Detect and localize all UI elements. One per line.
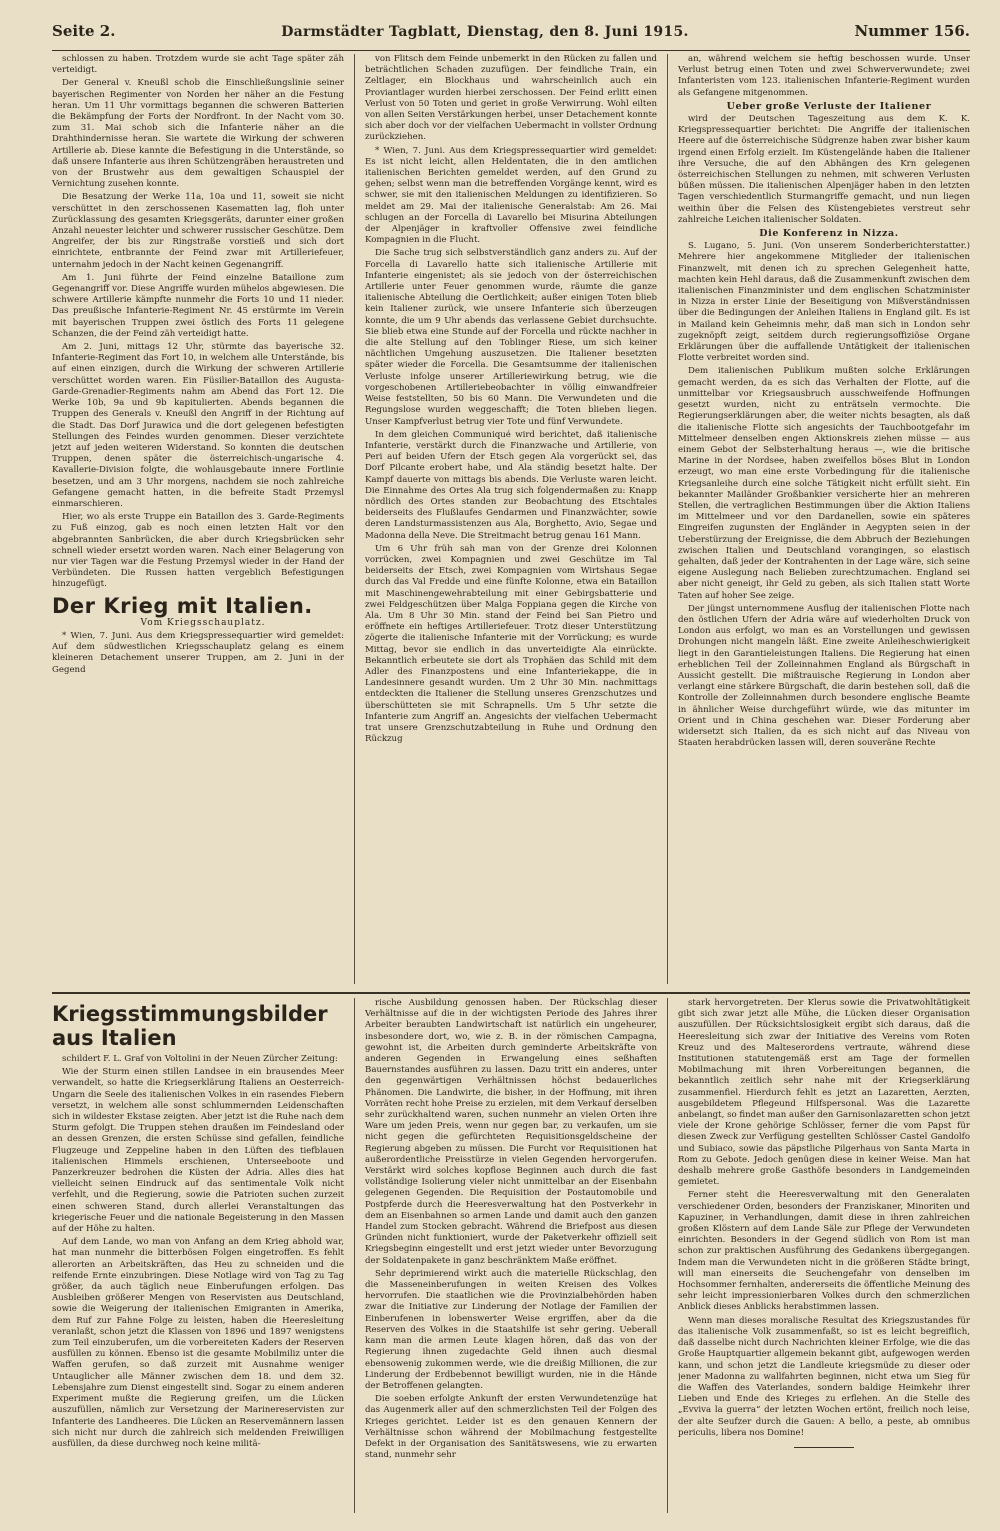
paragraph: In dem gleichen Communiqué wird berichtet, daß italienische Infanterie, verstärkt durch die Finanzwache und Artillerie, von Peri auf beiden Ufern der Etsch gegen Ala vorgerückt sei, das Dorf Pilcante erobert habe, und Ala ständig besetzt halte. Der Kampf dauerte von mittags bis abends. Die Verluste waren leicht. Die Einnahme des Ortes Ala trug sich folgendermaßen zu: Knapp nördlich des Ortes standen zur Beobachtung des Etschtales beiderseits des Flußlaufes Gendarmen und Finanzwächter, sowie deren Landsturmassistenzen aus Ala, Borghetto, Avio, Segae und Madonna della Neve. Die Streitmacht betrug genau 161 Mann.	[365, 429, 657, 541]
paragraph: Der jüngst unternommene Ausflug der italienischen Flotte nach den östlichen Ufern der Adria wäre auf wiederholten Druck von London aus erfolgt, wo man es an Vorstellungen und gewissen Drohungen nicht mangeln läßt. Eine zweite Anleiheschwierigkeit liegt in den Garantieleistungen Italiens. Die Regierung hat einen erheblichen Teil der Zolleinnahmen England als Bürgschaft in Aussicht gestellt. Die mißtrauische Regierung in London aber verlangt eine stärkere Bürgschaft, die darin bestehen soll, daß die Kontrolle der Zolleinnahmen durch besondere englische Beamte in ähnlicher Weise durchgeführt würde, wie das mitunter im Orient und in China geschehen war. Dieser Forderung aber widersetzt sich Italien, da es sich nicht auf das Niveau von Staaten herabdrücken lassen will, deren souveräne Rechte	[678, 603, 970, 749]
paragraph: S. Lugano, 5. Juni. (Von unserem Sonderberichterstatter.) Mehrere hier angekommene Mitglieder der italienischen Finanzwelt, mit denen ich zu sprechen Gelegenheit hatte, machten kein Hehl daraus, daß die Zusammenkunft zwischen dem italienischen Finanzminister und dem englischen Schatzminister in Nizza in erster Linie der Beseitigung von Mißverständnissen über die Bedingungen der Anleihen Italiens in England gilt. Es ist in Mailand kein Geheimnis mehr, daß man sich in London sehr zugeknöpft zeigt, seitdem durch regierungsoffiziöse Organe Erklärungen über die auffallende Untätigkeit der italienischen Flotte verbreitet worden sind.	[678, 241, 970, 364]
paragraph: Die Besatzung der Werke 11a, 10a und 11, soweit sie nicht verschüttet in den zerschossenen Kasematten lag, floh unter Zurücklassung des gesamten Kriegsgeräts, darunter einer großen Anzahl neuester leichter und schwerer russischer Geschütze. Dem Angreifer, der bis zur Ringstraße vorstieß und sich dort einrichtete, entbrannte der Feind zwar mit Artilleriefeuer, unternahm jedoch in der Nacht keinen Gegenangriff.	[52, 192, 344, 270]
masthead-line: Darmstädter Tagblatt, Dienstag, den 8. Juni 1915.	[281, 24, 689, 40]
paragraph: * Wien, 7. Juni. Aus dem Kriegspressequartier wird gemeldet: Es ist nicht leicht, allen Heldentaten, die in den amtlichen italienischen Berichten gemeldet werden, auf den Grund zu gehen; selbst wenn man die betreffenden Vorgänge kennt, wird es schwer, sie mit den italienischen Meldungen zu identifizieren. So meldet am 29. Mai der italienische Generalstab: Am 26. Mai schlugen an der Forcella di Lavarello bei Misurina Abteilungen der Alpenjäger in kraftvoller Offensive zwei feindliche Kompagnien in die Flucht.	[365, 145, 657, 246]
paragraph: Dem italienischen Publikum mußten solche Erklärungen gemacht werden, da es sich das Verhalten der Flotte, auf die unmittelbar vor Kriegsausbruch ausschweifende Hoffnungen gesetzt wurden, nicht zu enträtseln vermochte. Die Regierungserklärungen aber, die weiter nichts besagten, als daß die italienische Flotte sich angesichts der Tauchbootgefahr im Mittelmeer denselben engen Aktionskreis ziehen müsse — aus einem Gebot der Selbsterhaltung heraus —, wie die britische Marine in der Nordsee, haben zweifellos böses Blut in London erzeugt, wo man eine erste Vorbedingung für die italienische Kriegsanleihe durch eine solche Tätigkeit nicht erfüllt sieht. Ein bekannter Mailänder Großbankier versicherte hier an mehreren Stellen, die vertraglichen Bestimmungen über die Aktion Italiens im Mittelmeer und vor den Dardanellen, sowie ein späteres Eingreifen zugunsten der Engländer in Aegypten seien in der Ueberstürzung der Ereignisse, die dem Abbruch der Beziehungen zwischen Italien und Deutschland vorangingen, so elastisch gehalten, daß jeder der Kontrahenten in der Lage wäre, sich seine eigene Auslegung nach Belieben zurechtzumachen. England sei aber nicht geneigt, ihr Geld zu geben, als sich Italien statt Worte Taten auf hoher See zeige.	[678, 366, 970, 601]
paragraph: stark hervorgetreten. Der Klerus sowie die Privatwohltätigkeit gibt sich zwar jetzt alle Mühe, die Lücken dieser Organisation auszufüllen. Der Rücksichtslosigkeit ergibt sich daraus, daß die Heeresleitung sich zwar der Initiative des Vereins vom Roten Kreuz und des Malteserordens vertraute, während diese Institutionen statutengemäß erst am Tage der formellen Mobilmachung mit ihren Vorbereitungen begannen, die bekanntlich zeitlich sehr nahe mit der Kriegserklärung zusammenfiel. Hierdurch fehlt es jetzt an Lazaretten, Aerzten, ausgebildetem Pflegeund Hilfspersonal. Was die Lazarette anbelangt, so findet man außer den Garnisonlazaretten schon jetzt viele der Krone gehörige Schlösser, ferner die vom Papst für diesen Zweck zur Verfügung gestellten Schlösser Castel Gandolfo und Subiaco, sowie das päpstliche Pilgerhaus von Santa Marta in Rom zu Gebote. Jedoch genügen diese in keiner Weise. Man hat deshalb mehrere große Gasthöfe besonders in Landgemeinden gemietet.	[678, 998, 970, 1188]
end-rule	[794, 1447, 854, 1448]
section-rule	[52, 992, 970, 994]
byline: schildert F. L. Graf von Voltolini in der Neuen Zürcher Zeitung:	[62, 1054, 338, 1064]
section-subheading: Vom Kriegsschauplatz.	[140, 617, 266, 628]
bottom-section	[52, 998, 970, 1513]
header-rule	[52, 50, 970, 51]
top-column-3	[678, 54, 970, 984]
page-header	[52, 22, 970, 50]
bottom-column-1	[52, 998, 344, 1513]
column-divider	[667, 998, 668, 1513]
paragraph: Hier, wo als erste Truppe ein Bataillon des 3. Garde-Regiments zu Fuß einzog, gab es noch einen letzten Halt vor den abgebrannten Sanbrücken, die aber durch Kriegsbrücken sehr schnell wieder ersetzt worden waren. Nach einer Belagerung von nur vier Tagen war die Festung Przemysl wieder in der Hand der Verbündeten. Die Russen hatten vergeblich Befestigungen hinzugefügt.	[52, 512, 344, 590]
paragraph: wird der Deutschen Tageszeitung aus dem K. K. Kriegspressequartier berichtet: Die Angriffe der italienischen Heere auf die österreichische Südgrenze haben zwar bisher kaum irgend einen Erfolg erzielt. Im Küstengelände haben die Italiener ihre Versuche, die auf den Abhängen des Krn gelegenen österreichischen Stellungen zu nehmen, mit schweren Verlusten büßen müssen. Die italienischen Alpenjäger haben in den letzten Tagen verschiedentlich Sturmangriffe gemacht, und nun liegen weithin über die Felsen des Küstengebietes verstreut sehr zahlreiche Leichen italienischer Soldaten.	[678, 114, 970, 225]
paragraph: Der General v. Kneußl schob die Einschließungslinie seiner bayerischen Regimenter von Norden her näher an die Festung heran. Um 11 Uhr vormittags begannen die schweren Batterien die Bekämpfung der Forts der Nordfront. In der Nacht vom 30. zum 31. Mai schob sich die Infanterie näher an die Drahthindernisse heran. Sie wartete die Wirkung der schweren Artillerie ab. Diese kannte die Befestigung in die Unterstände, so daß unsere Infanterie aus ihren Schützengräben heraustreten und von der Brustwehr aus dem gewaltigen Schauspiel der Vernichtung zusehen konnte.	[52, 78, 344, 190]
paragraph: * Wien, 7. Juni. Aus dem Kriegspressequartier wird gemeldet: Auf dem südwestlichen Kriegsschauplatz gelang es einem kleineren Detachement unserer Truppen, am 2. Juni in der Gegend	[52, 630, 344, 675]
paragraph: Die Sache trug sich selbstverständlich ganz anders zu. Auf der Forcella di Lavarello hatte sich italienische Artillerie mit Infanterie eingenistet; als sie jedoch von der österreichischen Artillerie unter Feuer genommen wurde, räumte die ganze italienische Abteilung die Oertlichkeit; außer einigen Toten blieb kein Italiener zurück, wie unsere Infanterie sich überzeugen konnte, die um 9 Uhr abends das verlassene Gebiet durchsuchte. Sie blieb etwa eine Stunde auf der Forcella und rückte nachher in die alte Stellung auf den Toblinger Riese, um sich keiner nächtlichen Umgehung auszusetzen. Die Italiener besetzten später wieder die Forcella. Die Gesamtsumme der italienischen Verluste infolge unserer Artilleriewirkung betrug, wie die vorgeschobenen Artilleriebeobachter in völlig einwandfreier Weise feststellten, 50 bis 60 Mann. Die Verwundeten und die Regungslose wurden weggeschafft; die Toten blieben liegen. Unser Kampfverlust betrug vier Tote und fünf Verwundete.	[365, 248, 657, 427]
bottom-column-2	[365, 998, 657, 1513]
column-divider	[354, 998, 355, 1513]
paragraph: Wie der Sturm einen stillen Landsee in ein brausendes Meer verwandelt, so hatte die Kriegserklärung Italiens an Oesterreich-Ungarn die Seele des italienischen Volkes in ein rasendes Fiebern versetzt, in welchem alle sonst schlummernden Leidenschaften sich in wildester Ekstase zeigten. Aber jetzt ist die Ruhe nach dem Sturm gefolgt. Die Truppen stehen draußen im Feindesland oder an dessen Grenzen, die ersten Schüsse sind gefallen, feindliche Flugzeuge und Zeppeline haben in den Lüften des tiefblauen italienischen Himmels erschienen, Unterseeboote und Panzerkreuzer bedrohen die Küsten der Adria. Alles dies hat vielleicht seinen Eindruck auf das sentimentale Volk nicht verfehlt, und die Regierung, sowie die Patrioten suchen zurzeit einen schweren Stand, durch allerlei Veranstaltungen das kriegerische Feuer und die nationale Begeisterung in den Massen auf der Höhe zu halten.	[52, 1067, 344, 1235]
paragraph: Die soeben erfolgte Ankunft der ersten Verwundetenzüge hat das Augenmerk aller auf den schmerzlichsten Teil der Folgen des Krieges gerichtet. Leider ist es den genauen Kennern der Verhältnisse schon während der Mobilmachung festgestellte Defekt in der Organisation des Sanitätswesens, wie zu erwarten stand, nunmehr sehr	[365, 1394, 657, 1461]
paragraph: Am 1. Juni führte der Feind einzelne Bataillone zum Gegenangriff vor. Diese Angriffe wurden mühelos abgewiesen. Die schwere Artillerie kämpfte nunmehr die Forts 10 und 11 nieder. Das preußische Infanterie-Regiment Nr. 45 erstürmte im Verein mit bayerischen Truppen zwei östlich des Forts 11 gelegene Schanzen, die der Feind zäh verteidigt hatte.	[52, 272, 344, 339]
section-heading: Der Krieg mit Italien.	[52, 593, 313, 618]
paragraph: Um 6 Uhr früh sah man von der Grenze drei Kolonnen vorrücken, zwei Kompagnien und zwei Geschütze im Tal beiderseits der Etsch, zwei Kompagnien vom Wirtshaus Segae durch das Val Fredde und eine fünfte Kolonne, etwa ein Bataillon mit Maschinengewehrabteilung mit einer Gebirgsbatterie und zwei Feldgeschützen über Malga Foppiana gegen die Kirche von Ala. Um 8 Uhr 30 Min. stand der Feind bei San Pietro und eröffnete ein heftiges Artilleriefeuer. Trotz dieser Unterstützung zögerte die italienische Infanterie mit der Vorrückung; es wurde Mittag, bevor sie endlich in das unverteidigte Ala einrückte. Bekanntlich erbeutete sie dort als Trophäen das Schild mit dem Adler des Finanzpostens und eine Infanteriekappe, die in Landesinnere gesandt wurden. Um 2 Uhr 30 Min. nachmittags entdeckten die Italiener die Stellung unseres Grenzschutzes und überschütteten sie mit Schrapnells. Um 5 Uhr setzte die Infanterie zum Angriff an. Angesichts der vielfachen Uebermacht trat unsere Grenzschutzabteilung in Ruhe und Ordnung den Rückzug	[365, 543, 657, 745]
article-heading: Ueber große Verluste der Italiener	[726, 100, 932, 112]
column-divider	[667, 54, 668, 984]
paragraph: Auf dem Lande, wo man von Anfang an dem Krieg abhold war, hat man nunmehr die bitterbösen Folgen eingetroffen. Es fehlt allerorten an Arbeitskräften, das Heu zu schneiden und die reifende Ernte einzubringen. Diese Notlage wird von Tag zu Tag größer, da auch täglich neue Einberufungen erfolgen. Das Ausbleiben größerer Mengen von Reservisten aus Deutschland, sowie die Weigerung der italienischen Emigranten in Amerika, dem Ruf zur Fahne Folge zu leisten, haben die Heeresleitung veranlaßt, schon jetzt die Klassen von 1896 und 1897 wenigstens zum Teil einzuberufen, um die vorbereiteten Kaders der Reserven ausfüllen zu können. Ebenso ist die gesamte Mobilmiliz unter die Waffen gerufen, so daß zurzeit mit Ausnahme weniger Untauglicher alle Männer zwischen dem 18. und dem 32. Lebensjahre zum Dienst eingestellt sind. Sogar zu einem anderen Experiment mußte die Regierung greifen, um die Lücken auszufüllen, nämlich zur Versetzung der Marinereservisten zur Infanterie des Landheeres. Die Lücken an Reservemännern lassen sich nicht nur durch die zahlreich sich meldenden Freiwilligen ausfüllen, da diese durchweg noch keine militä-	[52, 1237, 344, 1449]
paragraph: schlossen zu haben. Trotzdem wurde sie acht Tage später zäh verteidigt.	[52, 54, 344, 76]
top-section	[52, 54, 970, 984]
bottom-column-3	[678, 998, 970, 1513]
paragraph: Wenn man dieses moralische Resultat des Kriegszustandes für das italienische Volk zusammenfaßt, so ist es leicht begreiflich, daß dasselbe nicht durch Nachrichten kleiner Erfolge, wie die das Große Hauptquartier allgemein bekannt gibt, aufgewogen werden kann, und schon jetzt die Landleute kriegsmüde zu dieser oder jener Madonna zu wallfahrten beginnen, nicht etwa um Sieg für die Waffen des Vaterlandes, sondern baldige Heimkehr ihrer Lieben und Ende des Krieges zu erflehen. An die Stelle des „Evviva la guerra“ der letzten Wochen ertönt, freilich noch leise, der alte Seufzer durch die Gauen: A bello, a peste, ab omnibus periculis, libera nos Domine!	[678, 1315, 970, 1438]
paragraph: Am 2. Juni, mittags 12 Uhr, stürmte das bayerische 32. Infanterie-Regiment das Fort 10, in welchem alle Unterstände, bis auf einen einzigen, durch die Wirkung der schweren Artillerie verschüttet worden waren. Ein Füsilier-Bataillon des Augusta-Garde-Grenadier-Regiments nahm am Abend das Fort 12. Die Werke 10b, 9a und 9b kapitulierten. Abends begannen die Truppen des Generals v. Kneußl den Angriff in der Richtung auf die Stadt. Das Dorf Jurawica und die dort gelegenen befestigten Stellungen des Feindes wurden genommen. Dieser verzichtete jetzt auf jeden weiteren Widerstand. So konnten die deutschen Truppen, denen später die österreichisch-ungarische 4. Kavallerie-Division folgte, die wohlausgebaute innere Fortlinie besetzen, und am 3 Uhr morgens, nachdem sie noch zahlreiche Gefangene gemacht hatten, in die befreite Stadt Przemysl einmarschieren.	[52, 342, 344, 509]
column-divider	[354, 54, 355, 984]
issue-number: Nummer 156.	[854, 22, 970, 40]
article-heading: Die Konferenz in Nizza.	[759, 228, 899, 240]
top-column-2	[365, 54, 657, 984]
paragraph: von Flitsch dem Feinde unbemerkt in den Rücken zu fallen und beträchtlichen Schaden zuzufügen. Der feindliche Train, ein Zeltlager, ein Blockhaus und wahrscheinlich auch ein Proviantlager wurden hierbei zerschossen. Der Feind erlitt einen Verlust von 50 Toten und geriet in große Verwirrung. Wohl eilten von allen Seiten Verstärkungen herbei, unser Detachement konnte sich aber doch vor der vielfachen Uebermacht in vollster Ordnung zurückziehen.	[365, 54, 657, 143]
paragraph: an, während welchem sie heftig beschossen wurde. Unser Verlust betrug einen Toten und zwei Schwerverwundete; zwei Infanteristen vom 123. italienischen Infanterie-Regiment wurden als Gefangene mitgenommen.	[678, 54, 970, 98]
paragraph: rische Ausbildung genossen haben. Der Rückschlag dieser Verhältnisse auf die in der wichtigsten Periode des Jahres ihrer Arbeiter beraubten Landwirtschaft ist natürlich ein ungeheurer, insbesondere dort, wo, wie z. B. in der römischen Campagna, gewohnt ist, die Arbeiten durch geminderte Arbeitskräfte von anderen Gegenden in Erwangelung eines seßhaften Bauernstandes ausführen zu lassen. Dazu tritt ein anderes, unter den gegenwärtigen Verhältnissen höchst bedauerliches Phänomen. Die Landwirte, die bisher, in der Hoffnung, mit ihren Vorräten recht hohe Preise zu erzielen, mit dem Verkauf derselben sehr zurückhaltend waren, suchen nunmehr an vielen Orten ihre Ware um jeden Preis, wenn nur gegen bar, zu verkaufen, um sie nicht gegen die gefürchteten Requisitionsgeldscheine der Regierung abgeben zu müssen. Die Furcht vor Requisitionen hat außerordentliche Preisstürze in vielen Gegenden hervorgerufen. Verstärkt wird solches kopflose Beginnen auch durch die fast vollständige Isolierung vieler nicht unmittelbar an der Eisenbahn gelegenen Gegenden. Die Requisition der Postautomobile und Postpferde durch die Heeresverwaltung hat den Postverkehr in dem an Eisenbahnen so armen Lande und damit auch den ganzen Handel zum Stocken gebracht. Während die Briefpost aus diesen Gründen nicht funktioniert, wurde der Paketverkehr offiziell seit Kriegsbeginn eingestellt und erst jetzt wieder unter Bevorzugung der Soldatenpakete in ganz beschränktem Maße eröffnet.	[365, 998, 657, 1266]
paragraph: Sehr deprimierend wirkt auch die materielle Rückschlag, den die Masseneinberufungen in weiten Kreisen des Volkes hervorrufen. Die staatlichen wie die Provinzialbehörden haben zwar die Initiative zur Linderung der Notlage der Familien der Einberufenen in lobenswerter Weise ergriffen, aber da die Reserven des Volkes in die Staatshilfe ist sehr gering. Ueberall kann man die armen Leute klagen hören, daß das von der Regierung ihnen zugedachte Geld ihnen auch diesmal ebensowenig zukommen werde, wie die dreißig Millionen, die zur Linderung der Erdbebennot bewilligt wurden, nie in die Hände der Betroffenen gelangten.	[365, 1268, 657, 1391]
paragraph: Ferner steht die Heeresverwaltung mit den Generalaten verschiedener Orden, besonders der Franziskaner, Minoriten und Kapuziner, in Verhandlungen, damit diese in ihren zahlreichen großen Klöstern auf dem Lande Säle zur Pflege der Verwundeten einrichten. Besonders in der Gegend südlich von Rom ist man schon zur praktischen Ausführung des Gedankens übergegangen. Indem man die Verwundeten nicht in die größeren Städte bringt, will man einerseits die Seuchengefahr von denselben im Hochsommer fernhalten, andererseits die öffentliche Meinung des sehr leicht impressionierbaren Volkes durch den schmerzlichen Anblick dieses Anblicks herabstimmen lassen.	[678, 1190, 970, 1313]
feuilleton-heading: Kriegsstimmungsbilder aus Italien	[52, 1002, 328, 1050]
page-label: Seite 2.	[52, 22, 116, 40]
top-column-1	[52, 54, 344, 984]
